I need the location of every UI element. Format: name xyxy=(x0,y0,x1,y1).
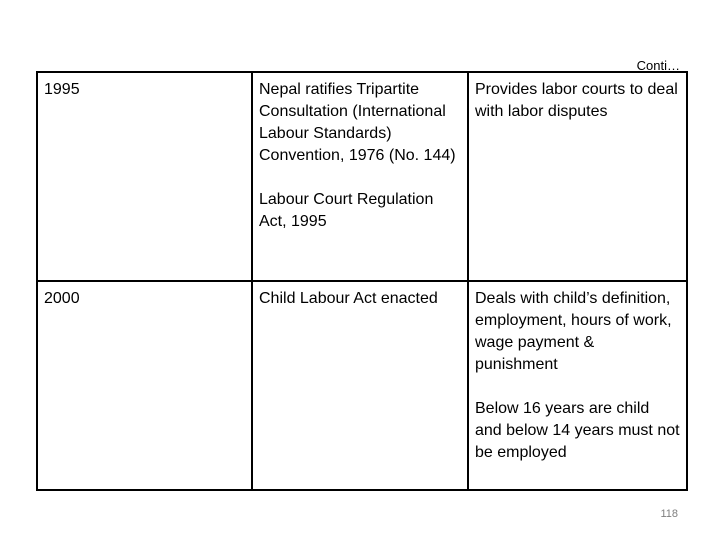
event-text: Nepal ratifies Tripartite Consultation (International Labour Standards) Convention, 1976 (No. 144) xyxy=(259,81,456,164)
table-row xyxy=(37,72,687,281)
table-row xyxy=(37,281,687,490)
description-cell xyxy=(468,281,687,490)
event-text: Labour Court Regulation Act, 1995 xyxy=(259,191,434,230)
year-cell xyxy=(37,281,252,490)
year-cell xyxy=(37,72,252,281)
event-cell xyxy=(252,281,468,490)
description-text: Below 16 years are child and below 14 years must not be employed xyxy=(475,400,680,461)
event-text: Child Labour Act enacted xyxy=(259,290,438,307)
year-text: 1995 xyxy=(44,81,80,98)
event-cell xyxy=(252,72,468,281)
year-text: 2000 xyxy=(44,290,80,307)
description-text: Deals with child’s definition, employment, hours of work, wage payment & punishment xyxy=(475,290,672,373)
labour-law-timeline-table xyxy=(36,71,688,491)
description-text: Provides labor courts to deal with labor disputes xyxy=(475,81,678,120)
description-cell xyxy=(468,72,687,281)
page-number: 118 xyxy=(660,508,678,520)
continuation-label: Conti… xyxy=(636,58,680,73)
